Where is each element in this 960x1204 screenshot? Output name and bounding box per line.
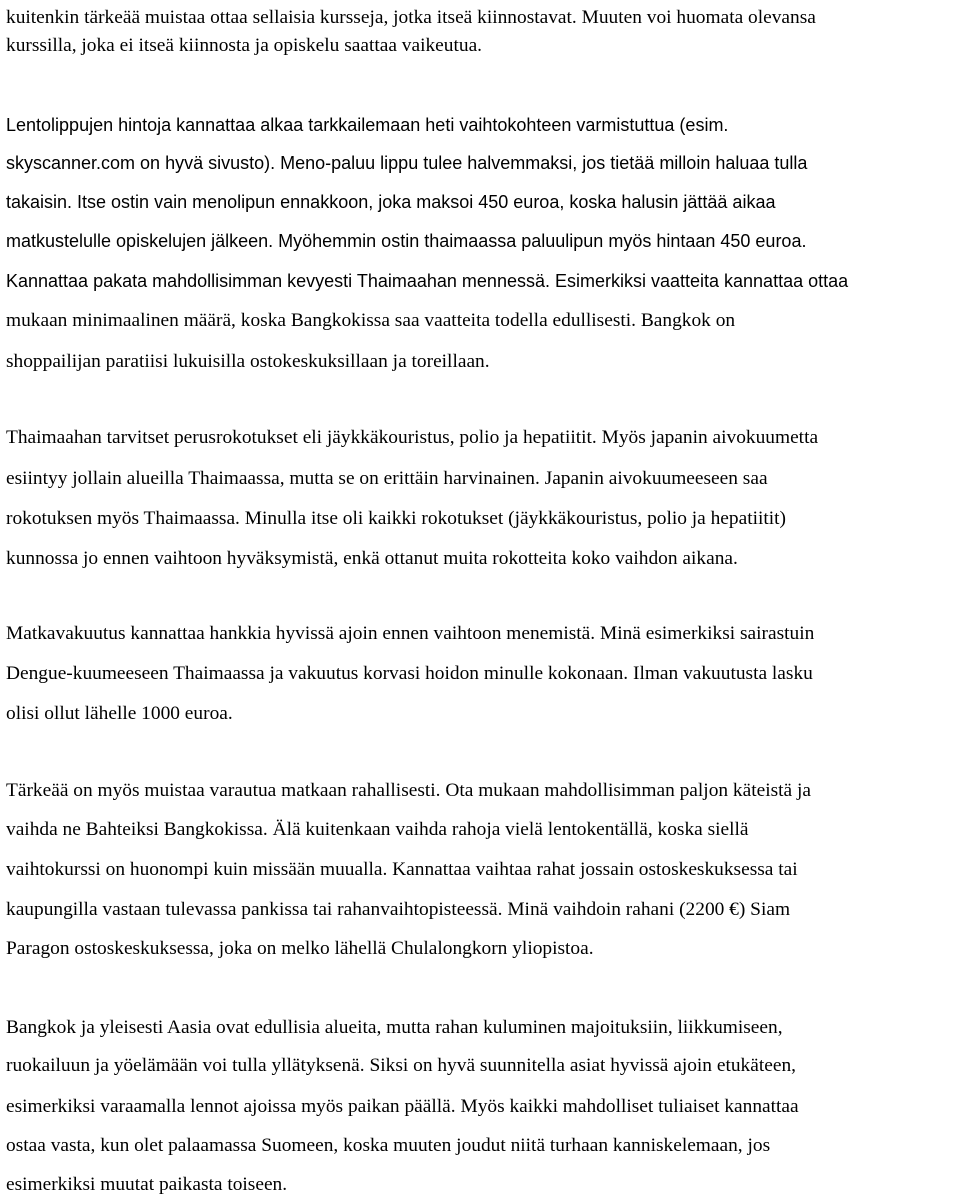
text-line: kunnossa jo ennen vaihtoon hyväksymistä, enkä ottanut muita rokotteita koko vaihdon aikana. bbox=[6, 548, 738, 569]
text-line: shoppailijan paratiisi lukuisilla ostokeskuksillaan ja toreillaan. bbox=[6, 351, 490, 372]
text-line: Dengue-kuumeeseen Thaimaassa ja vakuutus korvasi hoidon minulle kokonaan. Ilman vakuutusta lasku bbox=[6, 663, 813, 684]
text-line: Kannattaa pakata mahdollisimman kevyesti Thaimaahan mennessä. Esimerkiksi vaatteita kannattaa ottaa bbox=[6, 271, 849, 291]
text-line: kurssilla, joka ei itseä kiinnosta ja opiskelu saattaa vaikeutua. bbox=[6, 35, 483, 56]
text-line: kuitenkin tärkeää muistaa ottaa sellaisia kursseja, jotka itseä kiinnostavat. Muuten voi huomata olevansa bbox=[6, 7, 816, 28]
text-line: skyscanner.com on hyvä sivusto). Meno-paluu lippu tulee halvemmaksi, jos tietää milloin haluaa tulla bbox=[6, 153, 808, 173]
text-line: rokotuksen myös Thaimaassa. Minulla itse oli kaikki rokotukset (jäykkäkouristus, polio ja hepatiitit) bbox=[6, 508, 786, 529]
text-line: Lentolippujen hintoja kannattaa alkaa tarkkailemaan heti vaihtokohteen varmistuttua (esim. bbox=[6, 115, 729, 135]
text-line: vaihda ne Bahteiksi Bangkokissa. Älä kuitenkaan vaihda rahoja vielä lentokentällä, koska siellä bbox=[6, 819, 749, 840]
text-line: olisi ollut lähelle 1000 euroa. bbox=[6, 703, 233, 724]
text-line: vaihtokurssi on huonompi kuin missään muualla. Kannattaa vaihtaa rahat jossain ostoskeskuksessa tai bbox=[6, 859, 798, 880]
text-line: Tärkeää on myös muistaa varautua matkaan rahallisesti. Ota mukaan mahdollisimman paljon käteistä ja bbox=[6, 780, 811, 801]
text-line: matkustelulle opiskelujen jälkeen. Myöhemmin ostin thaimaassa paluulipun myös hintaan 450 euroa. bbox=[6, 231, 807, 251]
text-line: esimerkiksi varaamalla lennot ajoissa myös paikan päällä. Myös kaikki mahdolliset tuliaiset kannattaa bbox=[6, 1096, 799, 1117]
text-line: esimerkiksi muutat paikasta toiseen. bbox=[6, 1174, 288, 1195]
text-line: ostaa vasta, kun olet palaamassa Suomeen, koska muuten joudut niitä turhaan kanniskelemaan, jos bbox=[6, 1135, 771, 1156]
text-line: takaisin. Itse ostin vain menolipun ennakkoon, joka maksoi 450 euroa, koska halusin jättää aikaa bbox=[6, 192, 776, 212]
text-line: kaupungilla vastaan tulevassa pankissa tai rahanvaihtopisteessä. Minä vaihdoin rahani (2200 €) Siam bbox=[6, 899, 791, 920]
text-line: esiintyy jollain alueilla Thaimaassa, mutta se on erittäin harvinainen. Japanin aivokuumeeseen saa bbox=[6, 468, 768, 489]
text-line: mukaan minimaalinen määrä, koska Bangkokissa saa vaatteita todella edullisesti. Bangkok on bbox=[6, 310, 736, 331]
text-line: Thaimaahan tarvitset perusrokotukset eli jäykkäkouristus, polio ja hepatiitit. Myös japanin aivokuumetta bbox=[6, 427, 819, 448]
text-line: Bangkok ja yleisesti Aasia ovat edullisia alueita, mutta rahan kuluminen majoituksiin, liikkumiseen, bbox=[6, 1017, 783, 1038]
text-line: ruokailuun ja yöelämään voi tulla yllätyksenä. Siksi on hyvä suunnitella asiat hyvissä ajoin etukäteen, bbox=[6, 1055, 796, 1076]
text-line: Paragon ostoskeskuksessa, joka on melko lähellä Chulalongkorn yliopistoa. bbox=[6, 938, 594, 959]
text-line: Matkavakuutus kannattaa hankkia hyvissä ajoin ennen vaihtoon menemistä. Minä esimerkiksi sairastuin bbox=[6, 623, 815, 644]
